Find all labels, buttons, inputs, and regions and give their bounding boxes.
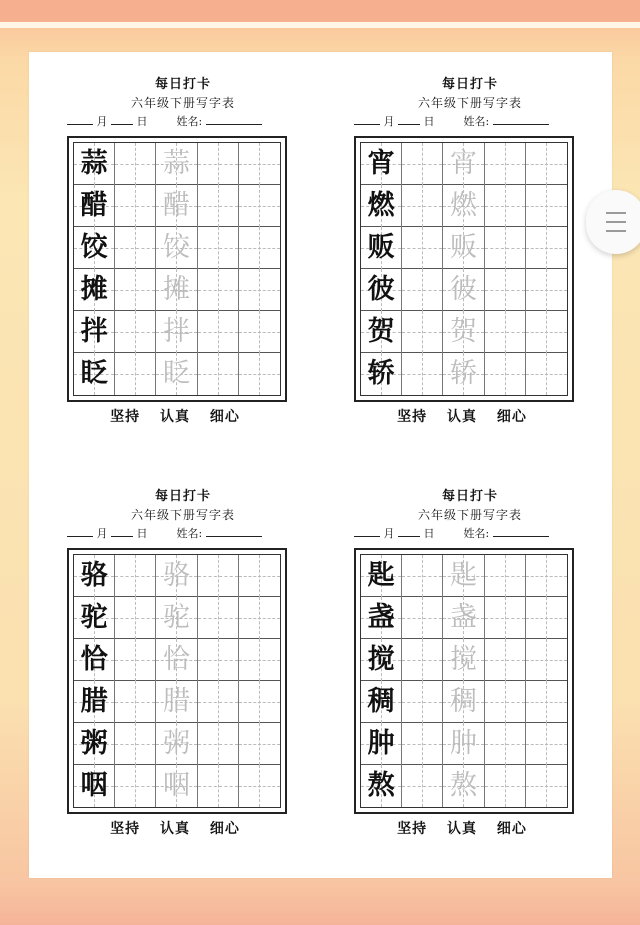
model-char-cell <box>74 269 115 311</box>
blank-writing-cell[interactable] <box>239 353 280 395</box>
blank-writing-cell[interactable] <box>402 311 443 353</box>
blank-writing-cell[interactable] <box>485 353 526 395</box>
model-character: 肿 <box>367 728 395 759</box>
trace-char-cell <box>443 311 484 353</box>
trace-character: 驼 <box>162 602 190 633</box>
model-character: 熬 <box>367 770 395 801</box>
grid-row <box>74 269 280 311</box>
trace-char-cell <box>443 227 484 269</box>
blank-writing-cell[interactable] <box>239 185 280 227</box>
blank-writing-cell[interactable] <box>485 765 526 807</box>
blank-writing-cell[interactable] <box>485 185 526 227</box>
blank-writing-cell[interactable] <box>485 555 526 597</box>
grid-row <box>74 227 280 269</box>
model-char-cell <box>74 555 115 597</box>
trace-character: 肿 <box>449 728 477 759</box>
model-character: 拌 <box>80 316 108 347</box>
grid-row <box>361 765 567 807</box>
trace-char-cell <box>156 597 197 639</box>
trace-character: 贺 <box>449 316 477 347</box>
blank-writing-cell[interactable] <box>115 311 156 353</box>
sheet-subtitle: 六年级下册写字表 <box>130 508 235 522</box>
grid-row <box>361 597 567 639</box>
sheet-subtitle: 六年级下册写字表 <box>417 508 522 522</box>
model-char-cell <box>74 311 115 353</box>
practice-sheet <box>354 76 586 425</box>
model-character: 搅 <box>367 644 395 675</box>
blank-writing-cell[interactable] <box>526 681 567 723</box>
sheet-title: 每日打卡 <box>441 77 498 92</box>
trace-character: 稠 <box>449 686 477 717</box>
name-blank[interactable] <box>206 524 262 537</box>
model-char-cell <box>361 143 402 185</box>
blank-writing-cell[interactable] <box>198 269 239 311</box>
name-label: 姓名: <box>463 115 490 128</box>
blank-writing-cell[interactable] <box>115 269 156 311</box>
blank-writing-cell[interactable] <box>239 639 280 681</box>
floating-menu-button[interactable] <box>586 190 640 254</box>
trace-char-cell <box>156 639 197 681</box>
grid-row <box>361 143 567 185</box>
model-char-cell <box>361 723 402 765</box>
trace-character: 彼 <box>449 274 477 305</box>
practice-sheet <box>67 488 299 837</box>
blank-writing-cell[interactable] <box>526 143 567 185</box>
model-character: 醋 <box>80 190 108 221</box>
model-character: 粥 <box>80 728 108 759</box>
trace-character: 咽 <box>162 770 190 801</box>
blank-writing-cell[interactable] <box>115 723 156 765</box>
date-name-line <box>67 112 299 130</box>
worksheet-page <box>29 52 612 878</box>
blank-writing-cell[interactable] <box>485 597 526 639</box>
blank-writing-cell[interactable] <box>526 185 567 227</box>
grid-row <box>361 185 567 227</box>
motto: 坚持 认真 细心 <box>110 409 240 425</box>
trace-char-cell <box>443 269 484 311</box>
blank-writing-cell[interactable] <box>526 555 567 597</box>
trace-character: 骆 <box>162 560 190 591</box>
model-char-cell <box>361 227 402 269</box>
top-status-bar <box>0 0 640 22</box>
model-char-cell <box>361 597 402 639</box>
motto: 坚持 认真 细心 <box>397 409 527 425</box>
grid-inner <box>73 142 281 396</box>
trace-char-cell <box>156 723 197 765</box>
practice-sheet <box>67 76 299 425</box>
blank-writing-cell[interactable] <box>402 639 443 681</box>
writing-grid <box>354 136 574 402</box>
trace-char-cell <box>443 639 484 681</box>
blank-writing-cell[interactable] <box>485 227 526 269</box>
model-character: 蒜 <box>80 148 108 179</box>
month-blank[interactable] <box>354 112 380 125</box>
day-blank[interactable] <box>111 524 133 537</box>
blank-writing-cell[interactable] <box>198 639 239 681</box>
trace-character: 蒜 <box>162 148 190 179</box>
model-char-cell <box>361 681 402 723</box>
model-character: 贩 <box>367 232 395 263</box>
model-char-cell <box>74 227 115 269</box>
blank-writing-cell[interactable] <box>115 765 156 807</box>
sheet-title: 每日打卡 <box>154 77 211 92</box>
writing-grid <box>67 548 287 814</box>
blank-writing-cell[interactable] <box>402 765 443 807</box>
month-label: 月 <box>96 115 108 128</box>
grid-row <box>361 681 567 723</box>
blank-writing-cell[interactable] <box>526 639 567 681</box>
blank-writing-cell[interactable] <box>115 227 156 269</box>
motto: 坚持 认真 细心 <box>397 821 527 837</box>
blank-writing-cell[interactable] <box>198 227 239 269</box>
blank-writing-cell[interactable] <box>239 765 280 807</box>
blank-writing-cell[interactable] <box>485 681 526 723</box>
day-label: 日 <box>423 527 435 540</box>
model-char-cell <box>361 185 402 227</box>
grid-row <box>74 639 280 681</box>
trace-character: 贩 <box>449 232 477 263</box>
trace-character: 腊 <box>162 686 190 717</box>
model-char-cell <box>74 681 115 723</box>
model-char-cell <box>74 639 115 681</box>
blank-writing-cell[interactable] <box>526 723 567 765</box>
model-char-cell <box>361 639 402 681</box>
day-label: 日 <box>136 115 148 128</box>
model-character: 骆 <box>80 560 108 591</box>
trace-char-cell <box>156 681 197 723</box>
blank-writing-cell[interactable] <box>198 681 239 723</box>
blank-writing-cell[interactable] <box>239 681 280 723</box>
blank-writing-cell[interactable] <box>198 353 239 395</box>
date-name-line <box>67 524 299 542</box>
model-character: 燃 <box>367 190 395 221</box>
grid-row <box>74 555 280 597</box>
blank-writing-cell[interactable] <box>198 765 239 807</box>
name-label: 姓名: <box>463 527 490 540</box>
blank-writing-cell[interactable] <box>402 597 443 639</box>
trace-character: 燃 <box>449 190 477 221</box>
trace-character: 宵 <box>449 148 477 179</box>
trace-character: 醋 <box>162 190 190 221</box>
grid-inner <box>360 142 568 396</box>
name-blank[interactable] <box>493 112 549 125</box>
writing-grid <box>354 548 574 814</box>
blank-writing-cell[interactable] <box>115 143 156 185</box>
model-character: 恰 <box>80 644 108 675</box>
blank-writing-cell[interactable] <box>198 143 239 185</box>
blank-writing-cell[interactable] <box>526 269 567 311</box>
model-character: 眨 <box>80 358 108 389</box>
grid-row <box>361 269 567 311</box>
trace-character: 饺 <box>162 232 190 263</box>
trace-character: 匙 <box>449 560 477 591</box>
name-blank[interactable] <box>493 524 549 537</box>
trace-char-cell <box>443 185 484 227</box>
grid-inner <box>73 554 281 808</box>
model-character: 宵 <box>367 148 395 179</box>
trace-char-cell <box>156 227 197 269</box>
name-label: 姓名: <box>176 115 203 128</box>
model-character: 彼 <box>367 274 395 305</box>
grid-row <box>74 311 280 353</box>
trace-character: 拌 <box>162 316 190 347</box>
grid-row <box>74 681 280 723</box>
date-name-line <box>354 524 586 542</box>
model-character: 稠 <box>367 686 395 717</box>
blank-writing-cell[interactable] <box>485 723 526 765</box>
trace-char-cell <box>443 681 484 723</box>
model-char-cell <box>361 555 402 597</box>
blank-writing-cell[interactable] <box>239 555 280 597</box>
trace-char-cell <box>443 723 484 765</box>
model-character: 匙 <box>367 560 395 591</box>
blank-writing-cell[interactable] <box>115 185 156 227</box>
model-character: 轿 <box>367 358 395 389</box>
trace-character: 摊 <box>162 274 190 305</box>
trace-character: 粥 <box>162 728 190 759</box>
model-char-cell <box>74 353 115 395</box>
sheet-subtitle: 六年级下册写字表 <box>130 96 235 110</box>
blank-writing-cell[interactable] <box>402 723 443 765</box>
grid-row <box>74 143 280 185</box>
blank-writing-cell[interactable] <box>526 227 567 269</box>
model-character: 腊 <box>80 686 108 717</box>
blank-writing-cell[interactable] <box>402 143 443 185</box>
model-char-cell <box>74 185 115 227</box>
model-char-cell <box>361 765 402 807</box>
model-character: 盏 <box>367 602 395 633</box>
grid-row <box>74 185 280 227</box>
trace-char-cell <box>443 353 484 395</box>
trace-character: 熬 <box>449 770 477 801</box>
day-label: 日 <box>423 115 435 128</box>
blank-writing-cell[interactable] <box>115 681 156 723</box>
month-label: 月 <box>383 115 395 128</box>
month-blank[interactable] <box>67 112 93 125</box>
trace-character: 轿 <box>449 358 477 389</box>
blank-writing-cell[interactable] <box>115 597 156 639</box>
grid-row <box>361 227 567 269</box>
motto: 坚持 认真 细心 <box>110 821 240 837</box>
model-char-cell <box>361 353 402 395</box>
sheet-title: 每日打卡 <box>441 489 498 504</box>
month-blank[interactable] <box>67 524 93 537</box>
blank-writing-cell[interactable] <box>198 185 239 227</box>
trace-char-cell <box>156 353 197 395</box>
model-character: 摊 <box>80 274 108 305</box>
blank-writing-cell[interactable] <box>239 269 280 311</box>
blank-writing-cell[interactable] <box>485 143 526 185</box>
practice-sheet <box>354 488 586 837</box>
trace-character: 搅 <box>449 644 477 675</box>
trace-char-cell <box>156 185 197 227</box>
grid-row <box>74 353 280 395</box>
trace-char-cell <box>443 143 484 185</box>
name-blank[interactable] <box>206 112 262 125</box>
trace-char-cell <box>443 555 484 597</box>
blank-writing-cell[interactable] <box>402 555 443 597</box>
trace-character: 眨 <box>162 358 190 389</box>
blank-writing-cell[interactable] <box>198 311 239 353</box>
model-char-cell <box>361 269 402 311</box>
trace-char-cell <box>156 269 197 311</box>
blank-writing-cell[interactable] <box>402 269 443 311</box>
trace-char-cell <box>156 765 197 807</box>
blank-writing-cell[interactable] <box>526 765 567 807</box>
model-char-cell <box>74 143 115 185</box>
name-label: 姓名: <box>176 527 203 540</box>
grid-row <box>74 765 280 807</box>
blank-writing-cell[interactable] <box>402 227 443 269</box>
model-char-cell <box>74 723 115 765</box>
blank-writing-cell[interactable] <box>239 723 280 765</box>
model-character: 饺 <box>80 232 108 263</box>
grid-inner <box>360 554 568 808</box>
day-blank[interactable] <box>111 112 133 125</box>
blank-writing-cell[interactable] <box>115 639 156 681</box>
grid-row <box>361 723 567 765</box>
blank-writing-cell[interactable] <box>198 555 239 597</box>
blank-writing-cell[interactable] <box>402 353 443 395</box>
grid-row <box>74 597 280 639</box>
model-character: 咽 <box>80 770 108 801</box>
month-label: 月 <box>96 527 108 540</box>
blank-writing-cell[interactable] <box>239 143 280 185</box>
day-blank[interactable] <box>398 112 420 125</box>
blank-writing-cell[interactable] <box>115 555 156 597</box>
month-label: 月 <box>383 527 395 540</box>
day-blank[interactable] <box>398 524 420 537</box>
trace-char-cell <box>443 765 484 807</box>
writing-grid <box>67 136 287 402</box>
grid-row <box>361 555 567 597</box>
blank-writing-cell[interactable] <box>526 311 567 353</box>
blank-writing-cell[interactable] <box>198 597 239 639</box>
blank-writing-cell[interactable] <box>239 311 280 353</box>
blank-writing-cell[interactable] <box>485 639 526 681</box>
blank-writing-cell[interactable] <box>402 185 443 227</box>
trace-character: 盏 <box>449 602 477 633</box>
day-label: 日 <box>136 527 148 540</box>
blank-writing-cell[interactable] <box>526 597 567 639</box>
blank-writing-cell[interactable] <box>115 353 156 395</box>
trace-char-cell <box>156 311 197 353</box>
trace-character: 恰 <box>162 644 190 675</box>
sheet-title: 每日打卡 <box>154 489 211 504</box>
trace-char-cell <box>156 555 197 597</box>
grid-row <box>74 723 280 765</box>
grid-row <box>361 353 567 395</box>
blank-writing-cell[interactable] <box>239 227 280 269</box>
trace-char-cell <box>443 597 484 639</box>
top-divider-strip <box>0 22 640 28</box>
blank-writing-cell[interactable] <box>239 597 280 639</box>
sheet-subtitle: 六年级下册写字表 <box>417 96 522 110</box>
blank-writing-cell[interactable] <box>402 681 443 723</box>
model-char-cell <box>361 311 402 353</box>
date-name-line <box>354 112 586 130</box>
model-char-cell <box>74 765 115 807</box>
blank-writing-cell[interactable] <box>198 723 239 765</box>
blank-writing-cell[interactable] <box>526 353 567 395</box>
blank-writing-cell[interactable] <box>485 269 526 311</box>
month-blank[interactable] <box>354 524 380 537</box>
grid-row <box>361 639 567 681</box>
blank-writing-cell[interactable] <box>485 311 526 353</box>
grid-row <box>361 311 567 353</box>
model-character: 驼 <box>80 602 108 633</box>
trace-char-cell <box>156 143 197 185</box>
model-character: 贺 <box>367 316 395 347</box>
model-char-cell <box>74 597 115 639</box>
